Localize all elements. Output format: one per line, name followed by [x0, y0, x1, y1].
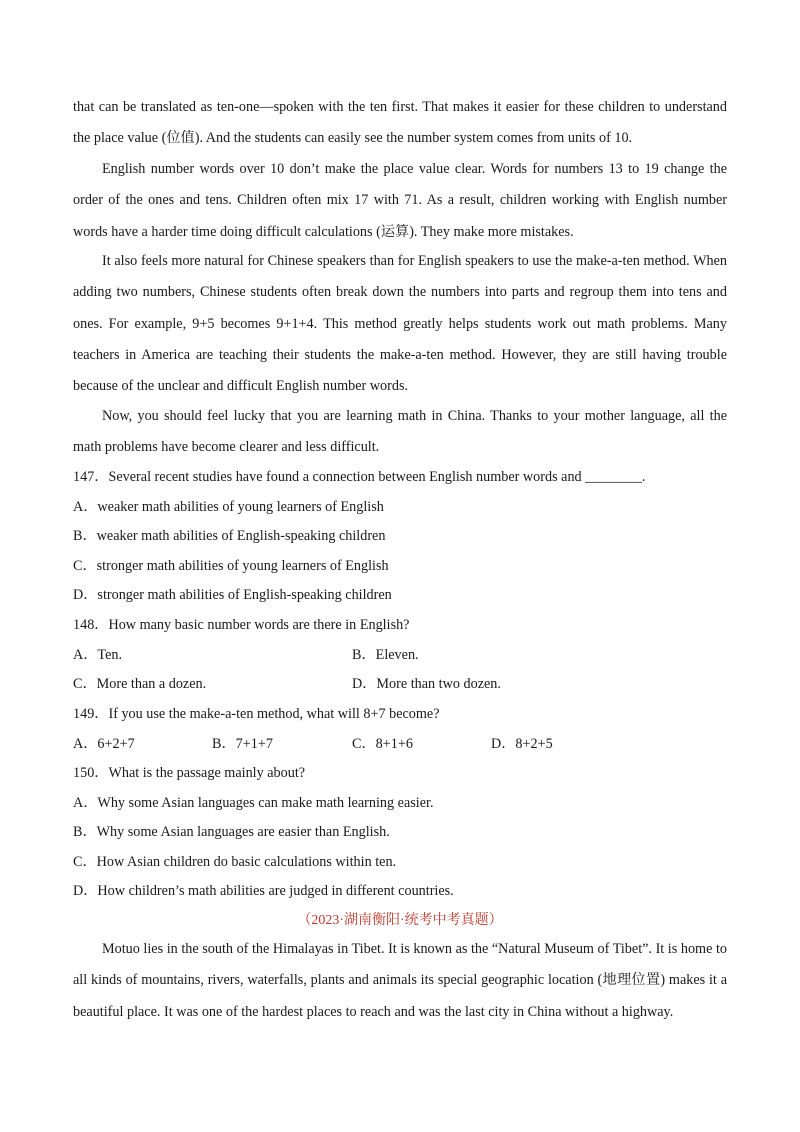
- question-149-option-c: C．8+1+6: [352, 736, 413, 752]
- question-149-stem: 149．If you use the make-a-ten method, what will 8+7 become?: [73, 706, 440, 722]
- exam-source-label: （2023·湖南衡阳·统考中考真题）: [297, 913, 503, 928]
- passage-paragraph-2: English number words over 10 don’t make the place value clear. Words for numbers 13 to 19 change the order of the ones and tens. Children often mix 17 with 71. As a result, children working with English number words have a harder time doing difficult calculations (运算). They make more mistakes.: [73, 161, 727, 240]
- question-150-stem: 150．What is the passage mainly about?: [73, 765, 306, 781]
- question-147-option-c: C．stronger math abilities of young learners of English: [73, 558, 389, 574]
- question-148-option-d: D．More than two dozen.: [352, 676, 501, 692]
- question-147-option-a: A．weaker math abilities of young learners of English: [73, 499, 384, 515]
- question-150-option-b: B．Why some Asian languages are easier than English.: [73, 824, 390, 840]
- question-148-option-b: B．Eleven.: [352, 647, 419, 663]
- question-150-option-c: C．How Asian children do basic calculations within ten.: [73, 854, 397, 870]
- passage-paragraph-3: It also feels more natural for Chinese speakers than for English speakers to use the make-a-ten method. When adding two numbers, Chinese students often break down the numbers into parts and regroup them into tens and ones. For example, 9+5 becomes 9+1+4. This method greatly helps students work out math problems. Many teachers in America are teaching their students the make-a-ten method. However, they are still having trouble because of the unclear and difficult English number words.: [73, 253, 727, 395]
- question-150-option-d: D．How children’s math abilities are judged in different countries.: [73, 883, 454, 899]
- question-149-option-b: B．7+1+7: [212, 736, 273, 752]
- question-147-stem: 147．Several recent studies have found a connection between English number words and ________.: [73, 469, 646, 485]
- question-148-stem: 148．How many basic number words are there in English?: [73, 617, 410, 633]
- question-148-option-a: A．Ten.: [73, 647, 123, 663]
- passage2-paragraph-1: Motuo lies in the south of the Himalayas in Tibet. It is known as the “Natural Museum of Tibet”. It is home to all kinds of mountains, rivers, waterfalls, plants and animals its special geographic location (地理位置) makes it a beautiful place. It was one of the hardest places to reach and was the last city in China without a highway.: [73, 941, 727, 1020]
- passage-paragraph-4: Now, you should feel lucky that you are learning math in China. Thanks to your mother language, all the math problems have become clearer and less difficult.: [73, 408, 727, 456]
- question-148-option-c: C．More than a dozen.: [73, 676, 207, 692]
- question-149-option-d: D．8+2+5: [491, 736, 553, 752]
- question-149-option-a: A．6+2+7: [73, 736, 135, 752]
- question-147-option-d: D．stronger math abilities of English-speaking children: [73, 587, 392, 603]
- question-150-option-a: A．Why some Asian languages can make math learning easier.: [73, 795, 434, 811]
- passage-paragraph-continued: that can be translated as ten-one—spoken with the ten first. That makes it easier for these children to understand the place value (位值). And the students can easily see the number system comes from units of 10.: [73, 99, 727, 147]
- question-147-option-b: B．weaker math abilities of English-speaking children: [73, 528, 386, 544]
